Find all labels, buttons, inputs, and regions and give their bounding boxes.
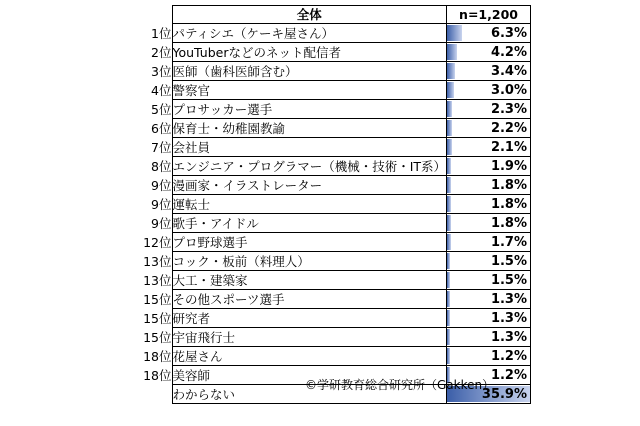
table-row: [136, 233, 531, 252]
occupation-label: パティシエ（ケーキ屋さん）: [172, 24, 447, 43]
table-row: [136, 119, 531, 138]
ranking-table: [136, 5, 531, 404]
value-cell: [447, 309, 531, 328]
value-cell: [447, 138, 531, 157]
data-bar: [447, 253, 450, 269]
value-label: 1.9%: [490, 159, 528, 174]
value-cell: [447, 252, 531, 271]
rank-label: [136, 385, 172, 404]
data-bar: [447, 120, 452, 136]
rank-label: 9位: [151, 196, 172, 212]
rank-label: 15位: [143, 329, 172, 345]
table-row: [136, 24, 531, 43]
table-row: [136, 81, 531, 100]
header-label: 全体: [172, 6, 447, 24]
occupation-label: 大工・建築家: [172, 271, 447, 290]
value-cell: [447, 100, 531, 119]
data-bar: [447, 101, 452, 117]
table-row: [136, 138, 531, 157]
data-bar: [447, 215, 451, 231]
table-row: [136, 43, 531, 62]
occupation-label: エンジニア・プログラマー（機械・技術・IT系）: [172, 158, 447, 174]
rank-label: 13位: [143, 253, 172, 269]
value-cell: [447, 176, 531, 195]
rank-label: 3位: [151, 63, 172, 79]
value-label: 6.3%: [490, 26, 528, 41]
data-bar: [447, 348, 450, 364]
occupation-label: 美容師: [172, 366, 447, 385]
value-label: 1.2%: [490, 349, 528, 364]
table-row: [136, 100, 531, 119]
value-label: 1.2%: [490, 368, 528, 383]
occupation-label: 研究者: [172, 309, 447, 328]
value-cell: [447, 81, 531, 100]
rank-label: 8位: [151, 158, 172, 174]
value-cell: [447, 157, 531, 176]
data-bar: [447, 234, 451, 250]
rank-label: 13位: [143, 272, 172, 288]
rank-label: 9位: [151, 215, 172, 231]
value-cell: [447, 214, 531, 233]
data-bar: [447, 177, 451, 193]
value-label: 4.2%: [490, 45, 528, 60]
value-label: 3.4%: [490, 64, 528, 79]
occupation-label: 会社員: [172, 138, 447, 157]
table-row: [136, 328, 531, 347]
value-label: 1.5%: [490, 273, 528, 288]
rank-label: 4位: [151, 82, 172, 98]
value-cell: [447, 271, 531, 290]
data-bar: [447, 63, 455, 79]
table-row: [136, 214, 531, 233]
header-value: n=1,200: [447, 6, 531, 24]
value-cell: [447, 43, 531, 62]
data-bar: [447, 291, 450, 307]
rank-label: 7位: [151, 139, 172, 155]
data-bar: [447, 272, 450, 288]
value-label: 2.3%: [490, 102, 528, 117]
header-row: [136, 6, 531, 24]
occupation-label: わからない: [172, 385, 447, 404]
value-cell: [447, 328, 531, 347]
value-label: 2.1%: [490, 140, 528, 155]
credit-text: ©学研教育総合研究所（Gakken）: [305, 378, 495, 392]
occupation-label: 運転士: [172, 195, 447, 214]
rank-label: 12位: [143, 234, 172, 250]
value-label: 1.3%: [490, 311, 528, 326]
value-label: 1.7%: [490, 235, 528, 250]
value-cell: [447, 233, 531, 252]
rank-label: 15位: [143, 310, 172, 326]
data-bar: [447, 329, 450, 345]
table-row: [136, 176, 531, 195]
value-cell: [447, 24, 531, 43]
rank-label: 5位: [151, 101, 172, 117]
table-row: [136, 62, 531, 81]
header-rank-blank: [136, 6, 172, 24]
rank-label: 2位: [151, 44, 172, 60]
rank-label: 18位: [143, 348, 172, 364]
value-cell: [447, 347, 531, 366]
rank-label: 9位: [151, 177, 172, 193]
value-cell: [447, 195, 531, 214]
rank-label: 1位: [151, 25, 172, 41]
rank-label: 18位: [143, 367, 172, 383]
value-label: 1.3%: [490, 292, 528, 307]
data-bar: [447, 82, 454, 98]
value-label: 35.9%: [481, 387, 528, 402]
occupation-label: その他スポーツ選手: [172, 290, 447, 309]
value-label: 1.8%: [490, 197, 528, 212]
ranking-rows: [136, 24, 531, 404]
rank-label: 6位: [151, 120, 172, 136]
data-bar: [447, 158, 451, 174]
value-label: 1.8%: [490, 216, 528, 231]
data-bar: [447, 44, 457, 60]
table-row: [136, 157, 531, 176]
table-row: [136, 290, 531, 309]
value-cell: [447, 119, 531, 138]
data-bar: [447, 25, 462, 41]
occupation-label: 歌手・アイドル: [172, 214, 447, 233]
value-cell: [447, 290, 531, 309]
occupation-label: 花屋さん: [172, 347, 447, 366]
value-label: 2.2%: [490, 121, 528, 136]
occupation-label: 警察官: [172, 81, 447, 100]
occupation-label: 宇宙飛行士: [172, 328, 447, 347]
rank-label: 15位: [143, 291, 172, 307]
occupation-label: プロ野球選手: [172, 233, 447, 252]
occupation-label: コック・板前（料理人）: [172, 252, 447, 271]
value-label: 1.3%: [490, 330, 528, 345]
occupation-label: プロサッカー選手: [172, 100, 447, 119]
table-row: [136, 347, 531, 366]
data-bar: [447, 196, 451, 212]
table-row: [136, 309, 531, 328]
occupation-label: 漫画家・イラストレーター: [172, 176, 447, 195]
value-label: 1.8%: [490, 178, 528, 193]
value-label: 1.5%: [490, 254, 528, 269]
occupation-label: YouTuberなどのネット配信者: [172, 43, 447, 62]
occupation-label: 保育士・幼稚園教諭: [172, 119, 447, 138]
table-row: [136, 252, 531, 271]
data-bar: [447, 310, 450, 326]
value-cell: [447, 62, 531, 81]
occupation-label: 医師（歯科医師含む）: [172, 62, 447, 81]
table-row: [136, 195, 531, 214]
value-label: 3.0%: [490, 83, 528, 98]
data-bar: [447, 139, 452, 155]
table-row: [136, 271, 531, 290]
